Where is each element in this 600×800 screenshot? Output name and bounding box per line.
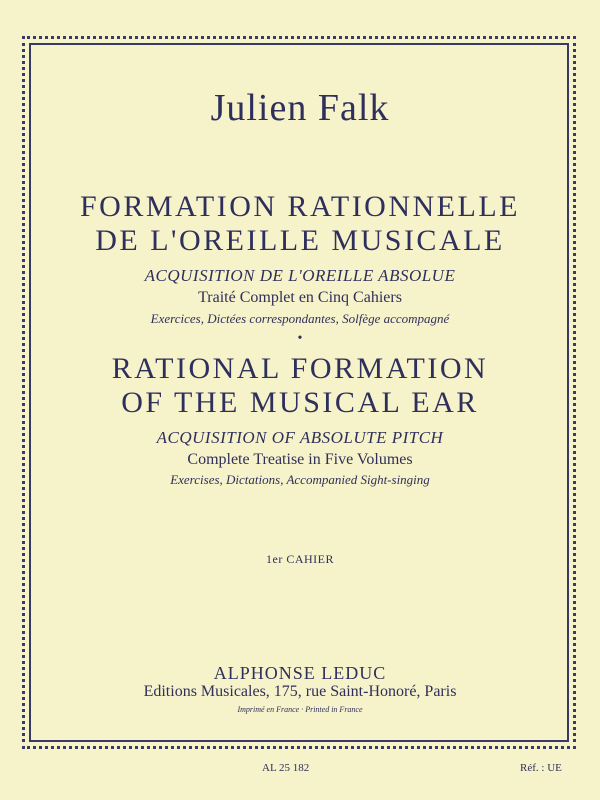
- english-description: Complete Treatise in Five Volumes: [187, 451, 413, 468]
- volume-label: 1er CAHIER: [266, 552, 334, 566]
- catalog-number: AL 25 182: [262, 762, 310, 774]
- french-title-line1: FORMATION RATIONNELLE: [80, 190, 520, 223]
- publisher-address: Editions Musicales, 175, rue Saint-Honoré, Paris: [143, 683, 457, 700]
- french-description: Traité Complet en Cinq Cahiers: [198, 289, 402, 306]
- author-name: Julien Falk: [210, 87, 390, 129]
- french-title-line2: DE L'OREILLE MUSICALE: [95, 224, 505, 257]
- separator-bullet: •: [297, 331, 303, 346]
- english-contents: Exercises, Dictations, Accompanied Sight-singing: [170, 472, 430, 487]
- french-contents: Exercices, Dictées correspondantes, Solfège accompagné: [150, 311, 450, 326]
- printed-in-france: Imprimé en France · Printed in France: [237, 705, 363, 714]
- english-subtitle: ACQUISITION OF ABSOLUTE PITCH: [156, 428, 444, 447]
- publisher-name: ALPHONSE LEDUC: [213, 663, 387, 683]
- french-subtitle: ACQUISITION DE L'OREILLE ABSOLUE: [144, 266, 456, 285]
- reference-code: Réf. : UE: [520, 762, 562, 774]
- english-title-line2: OF THE MUSICAL EAR: [121, 386, 479, 419]
- english-title-line1: RATIONAL FORMATION: [111, 352, 489, 385]
